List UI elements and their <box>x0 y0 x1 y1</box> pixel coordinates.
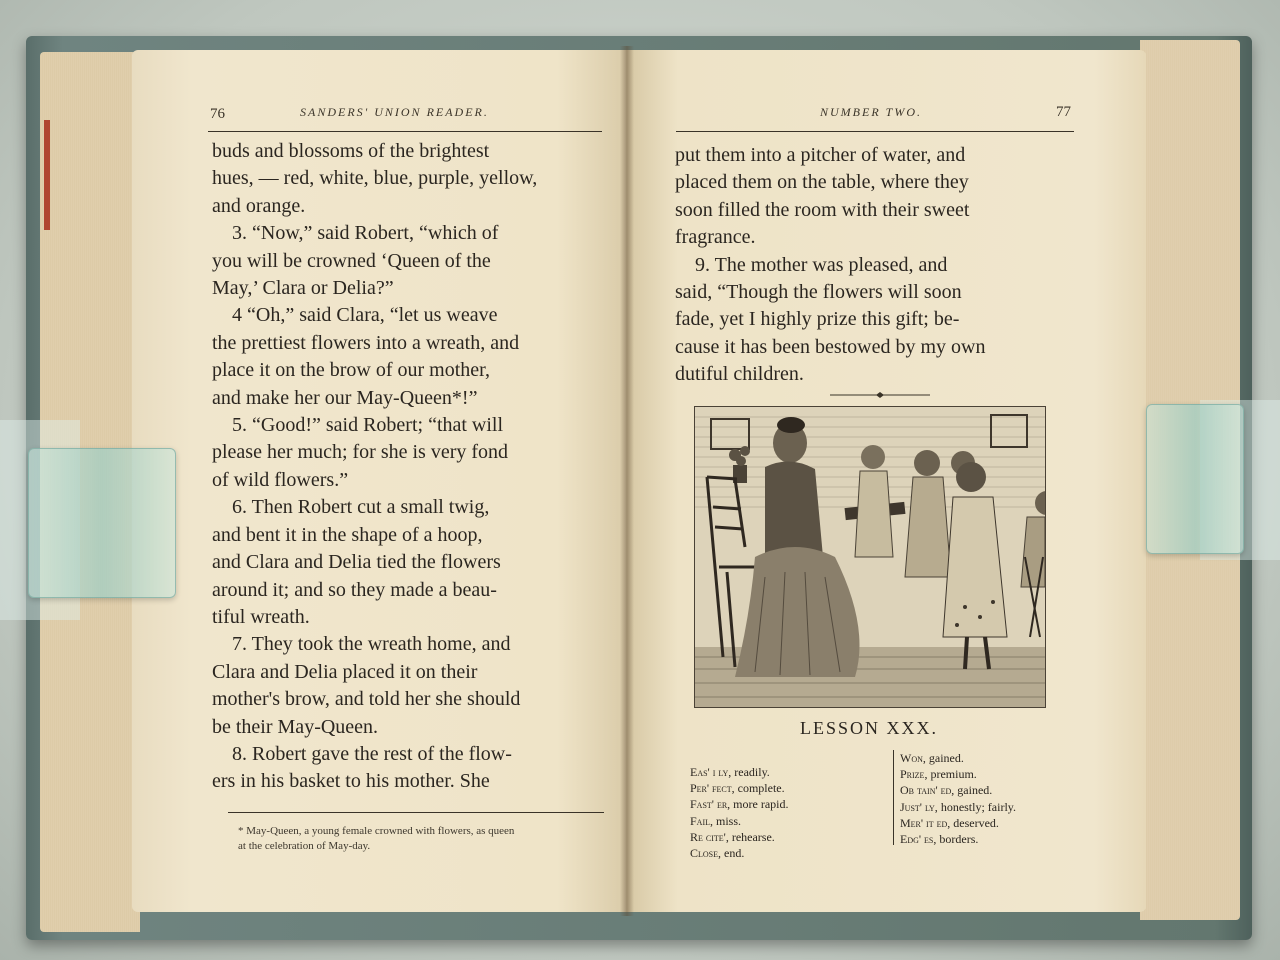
text-line: 9. The mother was pleased, and <box>695 253 948 276</box>
glass-clip-left <box>28 448 176 598</box>
vocab-entry: Won, gained. <box>900 751 964 765</box>
text-line: around it; and so they made a beau- <box>212 578 497 601</box>
engraving-illustration <box>694 406 1046 708</box>
text-line: hues, — red, white, blue, purple, yellow, <box>212 167 538 190</box>
text-line: cause it has been bestowed by my own <box>675 335 986 358</box>
text-line: May,’ Clara or Delia?” <box>212 277 394 300</box>
text-line: and make her our May-Queen*!” <box>212 386 478 409</box>
footnote <box>238 824 618 854</box>
vocab-list-left <box>690 764 788 861</box>
right-page-number: 77 <box>1056 104 1071 120</box>
text-line: fragrance. <box>675 226 756 249</box>
text-line: Clara and Delia placed it on their <box>212 660 478 683</box>
vocab-divider <box>893 750 894 845</box>
footnote-line: at the celebration of May-day. <box>238 840 371 852</box>
left-header-rule <box>208 131 602 132</box>
text-line: of wild flowers.” <box>212 468 349 491</box>
text-line: 3. “Now,” said Robert, “which of <box>232 222 499 245</box>
vocab-list-right <box>900 750 1016 847</box>
vocab-entry: Re cite', rehearse. <box>690 829 775 844</box>
vocab-entry: Mer' it ed, deserved. <box>900 815 999 830</box>
lesson-title: LESSON XXX. <box>799 718 938 738</box>
glass-clip-right <box>1146 404 1244 554</box>
footnote-rule <box>228 812 604 813</box>
left-running-head: SANDERS' UNION READER. <box>300 105 489 119</box>
vocab-entry: Close, end. <box>690 846 745 861</box>
text-line: place it on the brow of our mother, <box>212 359 491 382</box>
vocab-entry: Just' ly, honestly; fairly. <box>900 799 1017 814</box>
bookmark-ribbon <box>44 120 50 230</box>
vocab-entry: Eas' i ly, readily. <box>690 765 770 779</box>
section-ornament <box>830 390 930 400</box>
text-line: and orange. <box>212 194 306 217</box>
text-line: please her much; for she is very fond <box>212 441 509 464</box>
text-line: ers in his basket to his mother. She <box>212 770 490 793</box>
vocab-entry: Fail, miss. <box>690 813 742 828</box>
vocab-entry: Ob tain' ed, gained. <box>900 783 993 798</box>
right-header-rule <box>676 131 1074 132</box>
text-line: and Clara and Delia tied the flowers <box>212 551 501 574</box>
left-body-text <box>212 138 604 796</box>
left-page-number: 76 <box>210 106 225 122</box>
text-line: 6. Then Robert cut a small twig, <box>232 496 490 519</box>
text-line: be their May-Queen. <box>212 715 379 738</box>
text-line: the prettiest flowers into a wreath, and <box>212 331 520 354</box>
vocab-entry: Fast' er, more rapid. <box>690 797 789 812</box>
text-line: 5. “Good!” said Robert; “that will <box>232 414 504 437</box>
text-line: and bent it in the shape of a hoop, <box>212 523 483 546</box>
text-line: 7. They took the wreath home, and <box>232 633 511 656</box>
text-line: you will be crowned ‘Queen of the <box>212 249 491 272</box>
text-line: 8. Robert gave the rest of the flow- <box>232 742 512 765</box>
book-gutter <box>620 46 634 916</box>
vocab-entry: Per' fect, complete. <box>690 781 785 796</box>
right-body-text <box>675 142 1075 389</box>
text-line: 4 “Oh,” said Clara, “let us weave <box>232 304 498 327</box>
text-line: tiful wreath. <box>212 605 310 628</box>
text-line: put them into a pitcher of water, and <box>675 144 966 166</box>
footnote-line: * May-Queen, a young female crowned with flowers, as queen <box>238 825 515 837</box>
text-line: soon filled the room with their sweet <box>675 198 970 221</box>
vocab-entry: Prize, premium. <box>900 767 977 782</box>
text-line: buds and blossoms of the brightest <box>212 140 490 162</box>
text-line: said, “Though the flowers will soon <box>675 281 962 304</box>
right-running-head: NUMBER TWO. <box>820 105 922 119</box>
text-line: placed them on the table, where they <box>675 171 969 194</box>
vocab-entry: Edg' es, borders. <box>900 832 979 847</box>
text-line: dutiful children. <box>675 363 804 386</box>
text-line: fade, yet I highly prize this gift; be- <box>675 308 960 331</box>
text-line: mother's brow, and told her she should <box>212 688 521 711</box>
